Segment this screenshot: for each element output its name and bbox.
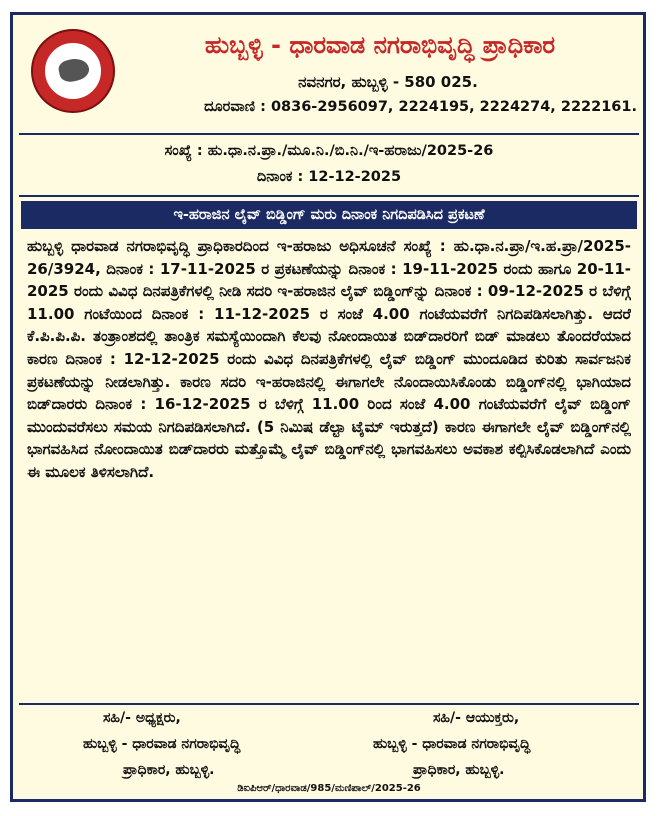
signature-commissioner (373, 705, 530, 783)
map-emblem-icon (57, 56, 91, 84)
authority-title: ಹುಬ್ಬಳ್ಳಿ - ಧಾರವಾಡ ನಗರಾಭಿವೃದ್ಧಿ ಪ್ರಾಧಿಕಾರ (204, 31, 556, 59)
reference-number: ಸಂಖ್ಯೆ : ಹು.ಧಾ.ನ.ಪ್ರಾ./ಮೂ.ನಿ./ಬಿ.ನಿ./ಇ-ಹರಾಜು/2025-26 (164, 143, 494, 159)
notice-frame (10, 12, 646, 802)
authority-seal-logo (31, 29, 115, 113)
header-divider (19, 133, 639, 135)
notice-heading: ಇ-ಹರಾಜಿನ ಲೈವ್ ಬಿಡ್ಡಿಂಗ್ ಮರು ದಿನಾಂಕ ನಿಗದಿಪಡಿಸಿದ ಪ್ರಕಟಣೆ (21, 201, 637, 229)
authority-phone: ದೂರವಾಣಿ : 0836-2956097, 2224195, 2224274, 2222161. (204, 99, 637, 115)
sig-left-line1: ಸಹಿ/- ಅಧ್ಯಕ್ಷರು, (103, 710, 181, 726)
authority-address: ನವನಗರ, ಹುಬ್ಬಳ್ಳಿ - 580 025. (298, 73, 478, 91)
footer-code: ಡಿಐಪಿಆರ್/ಧಾರವಾಡ/985/ಮಣಿಪಾಲ್/2025-26 (237, 783, 421, 794)
sig-right-line3: ಪ್ರಾಧಿಕಾರ, ಹುಬ್ಬಳ್ಳಿ. (413, 762, 505, 778)
signature-chairman (83, 705, 240, 783)
reference-divider (19, 195, 639, 197)
sig-left-line3: ಪ್ರಾಧಿಕಾರ, ಹುಬ್ಬಳ್ಳಿ. (123, 762, 215, 778)
sig-left-line2: ಹುಬ್ಬಳ್ಳಿ - ಧಾರವಾಡ ನಗರಾಭಿವೃದ್ಧಿ (83, 736, 241, 752)
sig-right-line1: ಸಹಿ/- ಆಯುಕ್ತರು, (433, 710, 520, 726)
reference-date: ದಿನಾಂಕ : 12-12-2025 (256, 169, 402, 185)
sig-right-line2: ಹುಬ್ಬಳ್ಳಿ - ಧಾರವಾಡ ನಗರಾಭಿವೃದ್ಧಿ (373, 736, 531, 752)
seal-inner-ring (43, 41, 103, 101)
notice-body: ಹುಬ್ಬಳ್ಳಿ ಧಾರವಾಡ ನಗರಾಭಿವೃದ್ಧಿ ಪ್ರಾಧಿಕಾರದಿಂದ ಇ-ಹರಾಜು ಅಧಿಸೂಚನೆ ಸಂಖ್ಯೆ : ಹು.ಧಾ.ನ.ಪ್ರಾ/ಇ.ಹ.ಪ್ರಾ/2025-26/3924, ದಿನಾಂಕ : 17-11-2025 ರ ಪ್ರಕಟಣೆಯನ್ನು ದಿನಾಂಕ : 19-11-2025 ರಂದು ಹಾಗೂ 20-11-2025 ರಂದು ವಿವಿಧ ದಿನಪತ್ರಿಕೆಗಳಲ್ಲಿ ನೀಡಿ ಸದರಿ ಇ-ಹರಾಜಿನ ಲೈವ್ ಬಿಡ್ಡಿಂಗ್‌ನ್ನು ದಿನಾಂಕ : 09-12-2025 ರ ಬೆಳಿಗ್ಗೆ 11.00 ಗಂಟೆಯಿಂದ ದಿನಾಂಕ : 11-12-2025 ರ ಸಂಜೆ 4.00 ಗಂಟೆಯವರೆಗೆ ನಿಗದಿಪಡಿಸಲಾಗಿತ್ತು. ಆದರೆ ಕೆ.ಪಿ.ಪಿ.ಪಿ. ತಂತ್ರಾಂಶದಲ್ಲಿ ತಾಂತ್ರಿಕ ಸಮಸ್ಯೆಯಿಂದಾಗಿ ಕೆಲವು ನೋಂದಾಯಿತ ಬಿಡ್‌ದಾರರಿಗೆ ಬಿಡ್ ಮಾಡಲು ತೊಂದರೆಯಾದ ಕಾರಣ ದಿನಾಂಕ : 12-12-2025 ರಂದು ವಿವಿಧ ದಿನಪತ್ರಿಕೆಗಳಲ್ಲಿ ಲೈವ್ ಬಿಡ್ಡಿಂಗ್ ಮುಂದೂಡಿದ ಕುರಿತು ಸಾರ್ವಜನಿಕ ಪ್ರಕಟಣೆಯನ್ನು ನೀಡಲಾಗಿತ್ತು. ಕಾರಣ ಸದರಿ ಇ-ಹರಾಜಿನಲ್ಲಿ ಈಗಾಗಲೇ ನೊಂದಾಯಿಸಿಕೊಂಡು ಬಿಡ್ಡಿಂಗ್‌ನಲ್ಲಿ ಭಾಗಿಯಾದ ಬಿಡ್‌ದಾರರು ದಿನಾಂಕ : 16-12-2025 ರ ಬೆಳಿಗ್ಗೆ 11.00 ರಿಂದ ಸಂಜೆ 4.00 ಗಂಟೆಯವರೆಗೆ ಲೈವ್ ಬಿಡ್ಡಿಂಗ್ ಮುಂದುವರೆಸಲು ಸಮಯ ನಿಗದಿಪಡಿಸಲಾಗಿದೆ. (5 ನಿಮಿಷ ಡೆಲ್ಟಾ ಟೈಮ್ ಇರುತ್ತದೆ) ಕಾರಣ ಈಗಾಗಲೇ ಲೈವ್ ಬಿಡ್ಡಿಂಗ್‌ನಲ್ಲಿ ಭಾಗವಹಿಸಿದ ನೋಂದಾಯಿತ ಬಿಡ್‌ದಾರರು ಮತ್ತೊಮ್ಮೆ ಲೈವ್ ಬಿಡ್ಡಿಂಗ್‌ನಲ್ಲಿ ಭಾಗವಹಿಸಲು ಅವಕಾಶ ಕಲ್ಪಿಸಿಕೊಡಲಾಗಿದೆ ಎಂದು ಈ ಮೂಲಕ ತಿಳಿಸಲಾಗಿದೆ. (27, 237, 631, 481)
